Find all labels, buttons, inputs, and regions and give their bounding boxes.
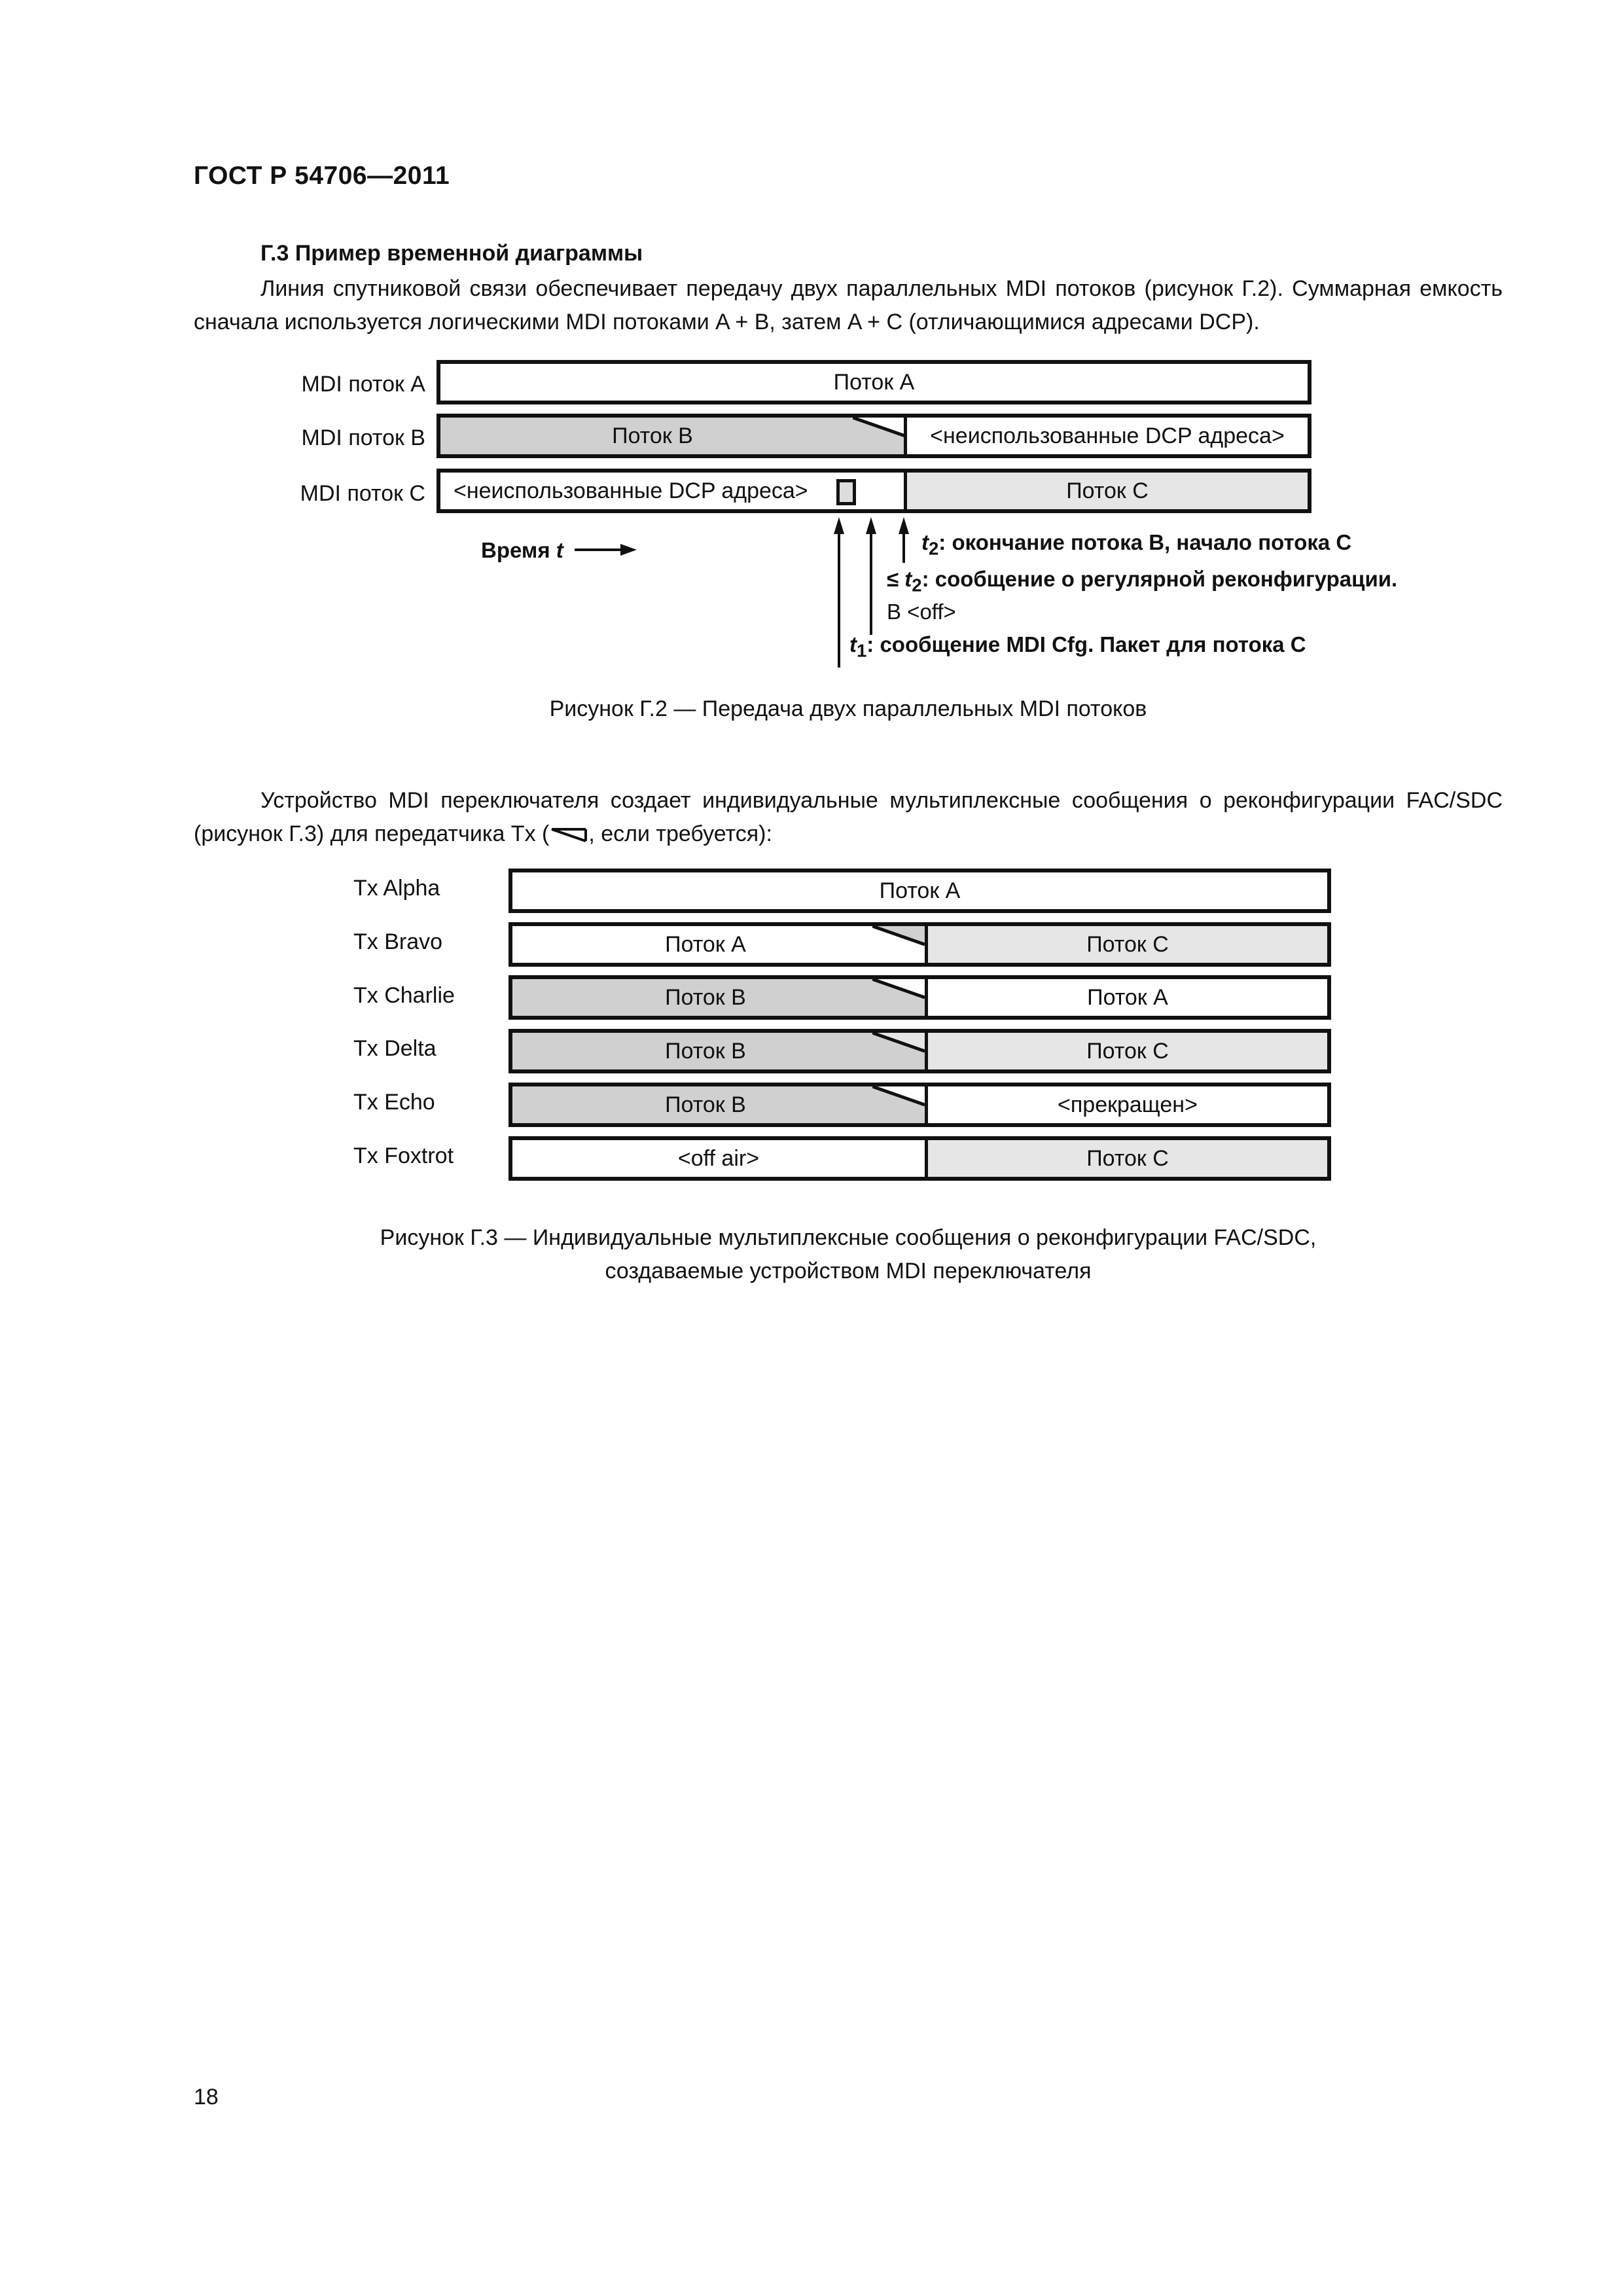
tx-echo-bar [508,1083,1331,1127]
stream-c-segment: Поток С [907,473,1308,509]
figure-g3-caption-line2: создаваемые устройством MDI переключателя [605,1259,1092,1283]
transition-ramp-icon [853,418,905,454]
tx-alpha-bar [508,869,1331,913]
ramp-icon [549,825,588,845]
reconfig-annotation: ≤ $t_2$: сообщение о регулярной реконфигурации. [887,567,1398,596]
tx-echo-right: <прекращен> [928,1086,1327,1123]
figure-g2-caption: Рисунок Г.2 — Передача двух параллельных MDI потоков [549,696,1147,721]
figure-g3-caption-line1: Рисунок Г.3 — Индивидуальные мультиплексные сообщения о реконфигурации FAC/SDC, [380,1225,1317,1250]
intro-paragraph: Линия спутниковой связи обеспечивает передачу двух параллельных MDI потоков (рисунок Г.2). Суммарная емкость сначала используется логическими MDI потоками A + B, затем A + C (отличающимися адресами DCP). [194,276,1503,334]
tx-label-alpha: Tx Alpha [353,876,440,901]
tx-delta-ramp-icon [872,1033,925,1069]
tx-delta-bar [508,1029,1331,1073]
stream-c-bar [437,469,1311,513]
switch-paragraph: Устройство MDI переключателя создает индивидуальные мультиплексные сообщения о реконфигурации FAC/SDC (рисунок Г.3) для передатчика Tx ( , если требуется): [194,788,1503,846]
stream-a-bar [437,360,1311,404]
tx-echo-ramp-icon [872,1086,925,1123]
tx-label-echo: Tx Echo [353,1090,435,1115]
cfg-packet-marker [836,479,856,505]
tx-foxtrot-bar [508,1136,1331,1181]
stream-b-label: Поток В [612,423,693,448]
tx-charlie-left: Поток В [512,979,925,1016]
unused-dcp-segment-b: <неиспользованные DCP адреса> [907,418,1308,454]
b-off-annotation: B <off> [887,600,956,624]
stream-b-segment [440,418,904,454]
tx-label-delta: Tx Delta [353,1036,437,1061]
section-title: Г.3 Пример временной диаграммы [260,241,643,266]
stream-b-bar [437,414,1311,458]
tx-charlie-ramp-icon [872,979,925,1016]
page-number: 18 [194,2085,219,2109]
tx-delta-right: Поток С [928,1033,1327,1069]
time-axis-label: Время t [481,538,563,562]
tx-label-charlie: Tx Charlie [353,983,455,1008]
tx-label-foxtrot: Tx Foxtrot [353,1143,454,1168]
stream-a-segment: Поток А [440,364,1308,401]
tx-delta-left: Поток В [512,1033,925,1069]
tx-bravo-right: Поток С [928,926,1327,963]
unused-dcp-label-c: <неиспользованные DCP адреса> [454,478,808,503]
t2-annotation: $t_2$: окончание потока В, начало потока С [921,530,1352,559]
row-label-mdi-c: MDI поток С [300,481,425,506]
tx-charlie-right: Поток А [928,979,1327,1016]
tx-bravo-bar [508,922,1331,967]
row-label-mdi-a: MDI поток А [301,372,425,397]
document-header: ГОСТ Р 54706—2011 [194,162,450,190]
figure-g3-caption [194,1221,1503,1288]
tx-foxtrot-left: <off air> [512,1140,925,1177]
tx-foxtrot-right: Поток С [928,1140,1327,1177]
t1-annotation: $t_1$: сообщение MDI Cfg. Пакет для потока С [849,632,1306,661]
row-label-mdi-b: MDI поток В [301,425,425,450]
time-arrow-icon [575,542,637,558]
tx-charlie-bar [508,975,1331,1020]
tx-alpha-segment: Поток А [512,872,1327,909]
tx-bravo-left: Поток А [512,926,925,963]
tx-bravo-ramp-icon [872,926,925,963]
tx-echo-left: Поток В [512,1086,925,1123]
tx-label-bravo: Tx Bravo [353,929,443,954]
